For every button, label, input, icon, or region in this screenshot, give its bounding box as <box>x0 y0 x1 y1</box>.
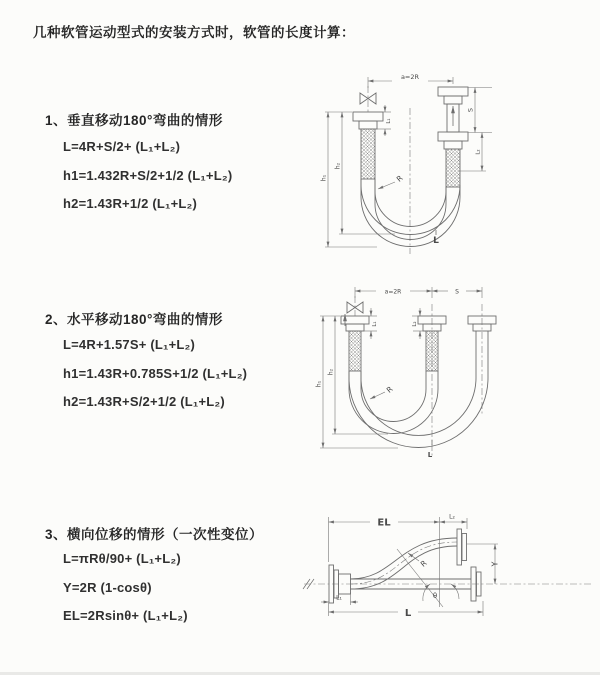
section-2-heading: 2、水平移动180°弯曲的情形 <box>45 312 223 327</box>
dimensions <box>325 77 492 247</box>
dim-label-length: L <box>433 236 439 246</box>
dim-label-l2: L₂ <box>449 513 455 521</box>
dim-label-s: S <box>455 288 459 296</box>
dim-label-h2: h₂ <box>327 368 335 376</box>
pipes-and-hose <box>341 302 496 448</box>
dim-label-h1: h₁ <box>320 174 328 182</box>
pipes-and-hose <box>353 87 468 247</box>
dim-label-l1: L₁ <box>386 118 392 124</box>
page-title: 几种软管运动型式的安装方式时，软管的长度计算： <box>33 25 355 40</box>
dim-label-span: a=2R <box>384 288 402 296</box>
diagram-vertical-180-bend <box>315 66 575 258</box>
section-2-formula-L: L=4R+1.57S+ (L₁+L₂) <box>63 337 196 352</box>
dim-label-el: EL <box>377 517 391 529</box>
diagram-lateral-displacement <box>300 504 600 656</box>
diagram-horizontal-180-bend <box>313 282 578 464</box>
centerlines <box>304 542 592 584</box>
dim-label-r: R <box>394 173 405 184</box>
dim-label-h1: h₁ <box>315 380 323 388</box>
dimensions <box>320 287 482 448</box>
dim-label-h2: h₂ <box>334 162 342 170</box>
dim-label-s: S <box>466 107 475 113</box>
section-1-heading: 1、垂直移动180°弯曲的情形 <box>45 113 223 128</box>
dim-label-length: L <box>404 608 412 619</box>
dim-label-y: Y <box>490 561 500 567</box>
dim-label-span: a=2R <box>400 73 420 81</box>
pipes-and-hose <box>329 529 481 603</box>
section-2-formula-h1: h1=1.43R+0.785S+1/2 (L₁+L₂) <box>63 366 248 381</box>
section-2-formula-h2: h2=1.43R+S/2+1/2 (L₁+L₂) <box>63 394 225 409</box>
dim-label-r: R <box>418 558 429 569</box>
dim-label-l2: L₂ <box>412 321 418 327</box>
section-3-formula-Y: Y=2R (1-cosθ) <box>63 580 152 595</box>
section-1-formula-h1: h1=1.432R+S/2+1/2 (L₁+L₂) <box>63 168 233 183</box>
dim-label-theta: θ <box>432 592 438 600</box>
dim-label-l1: L₁ <box>336 594 342 602</box>
section-1-formula-L: L=4R+S/2+ (L₁+L₂) <box>63 139 181 154</box>
dim-label-r: R <box>384 384 395 395</box>
section-3-formula-L: L=πRθ/90+ (L₁+L₂) <box>63 551 181 566</box>
dim-label-length: L <box>427 451 433 459</box>
dim-label-l1: L₁ <box>372 321 378 327</box>
section-3-formula-EL: EL=2Rsinθ+ (L₁+L₂) <box>63 608 188 623</box>
section-3-heading: 3、横向位移的情形（一次性变位） <box>45 527 264 542</box>
dim-label-l2: L₂ <box>475 149 482 155</box>
angle-construction <box>397 517 459 607</box>
section-1-formula-h2: h2=1.43R+1/2 (L₁+L₂) <box>63 196 198 211</box>
